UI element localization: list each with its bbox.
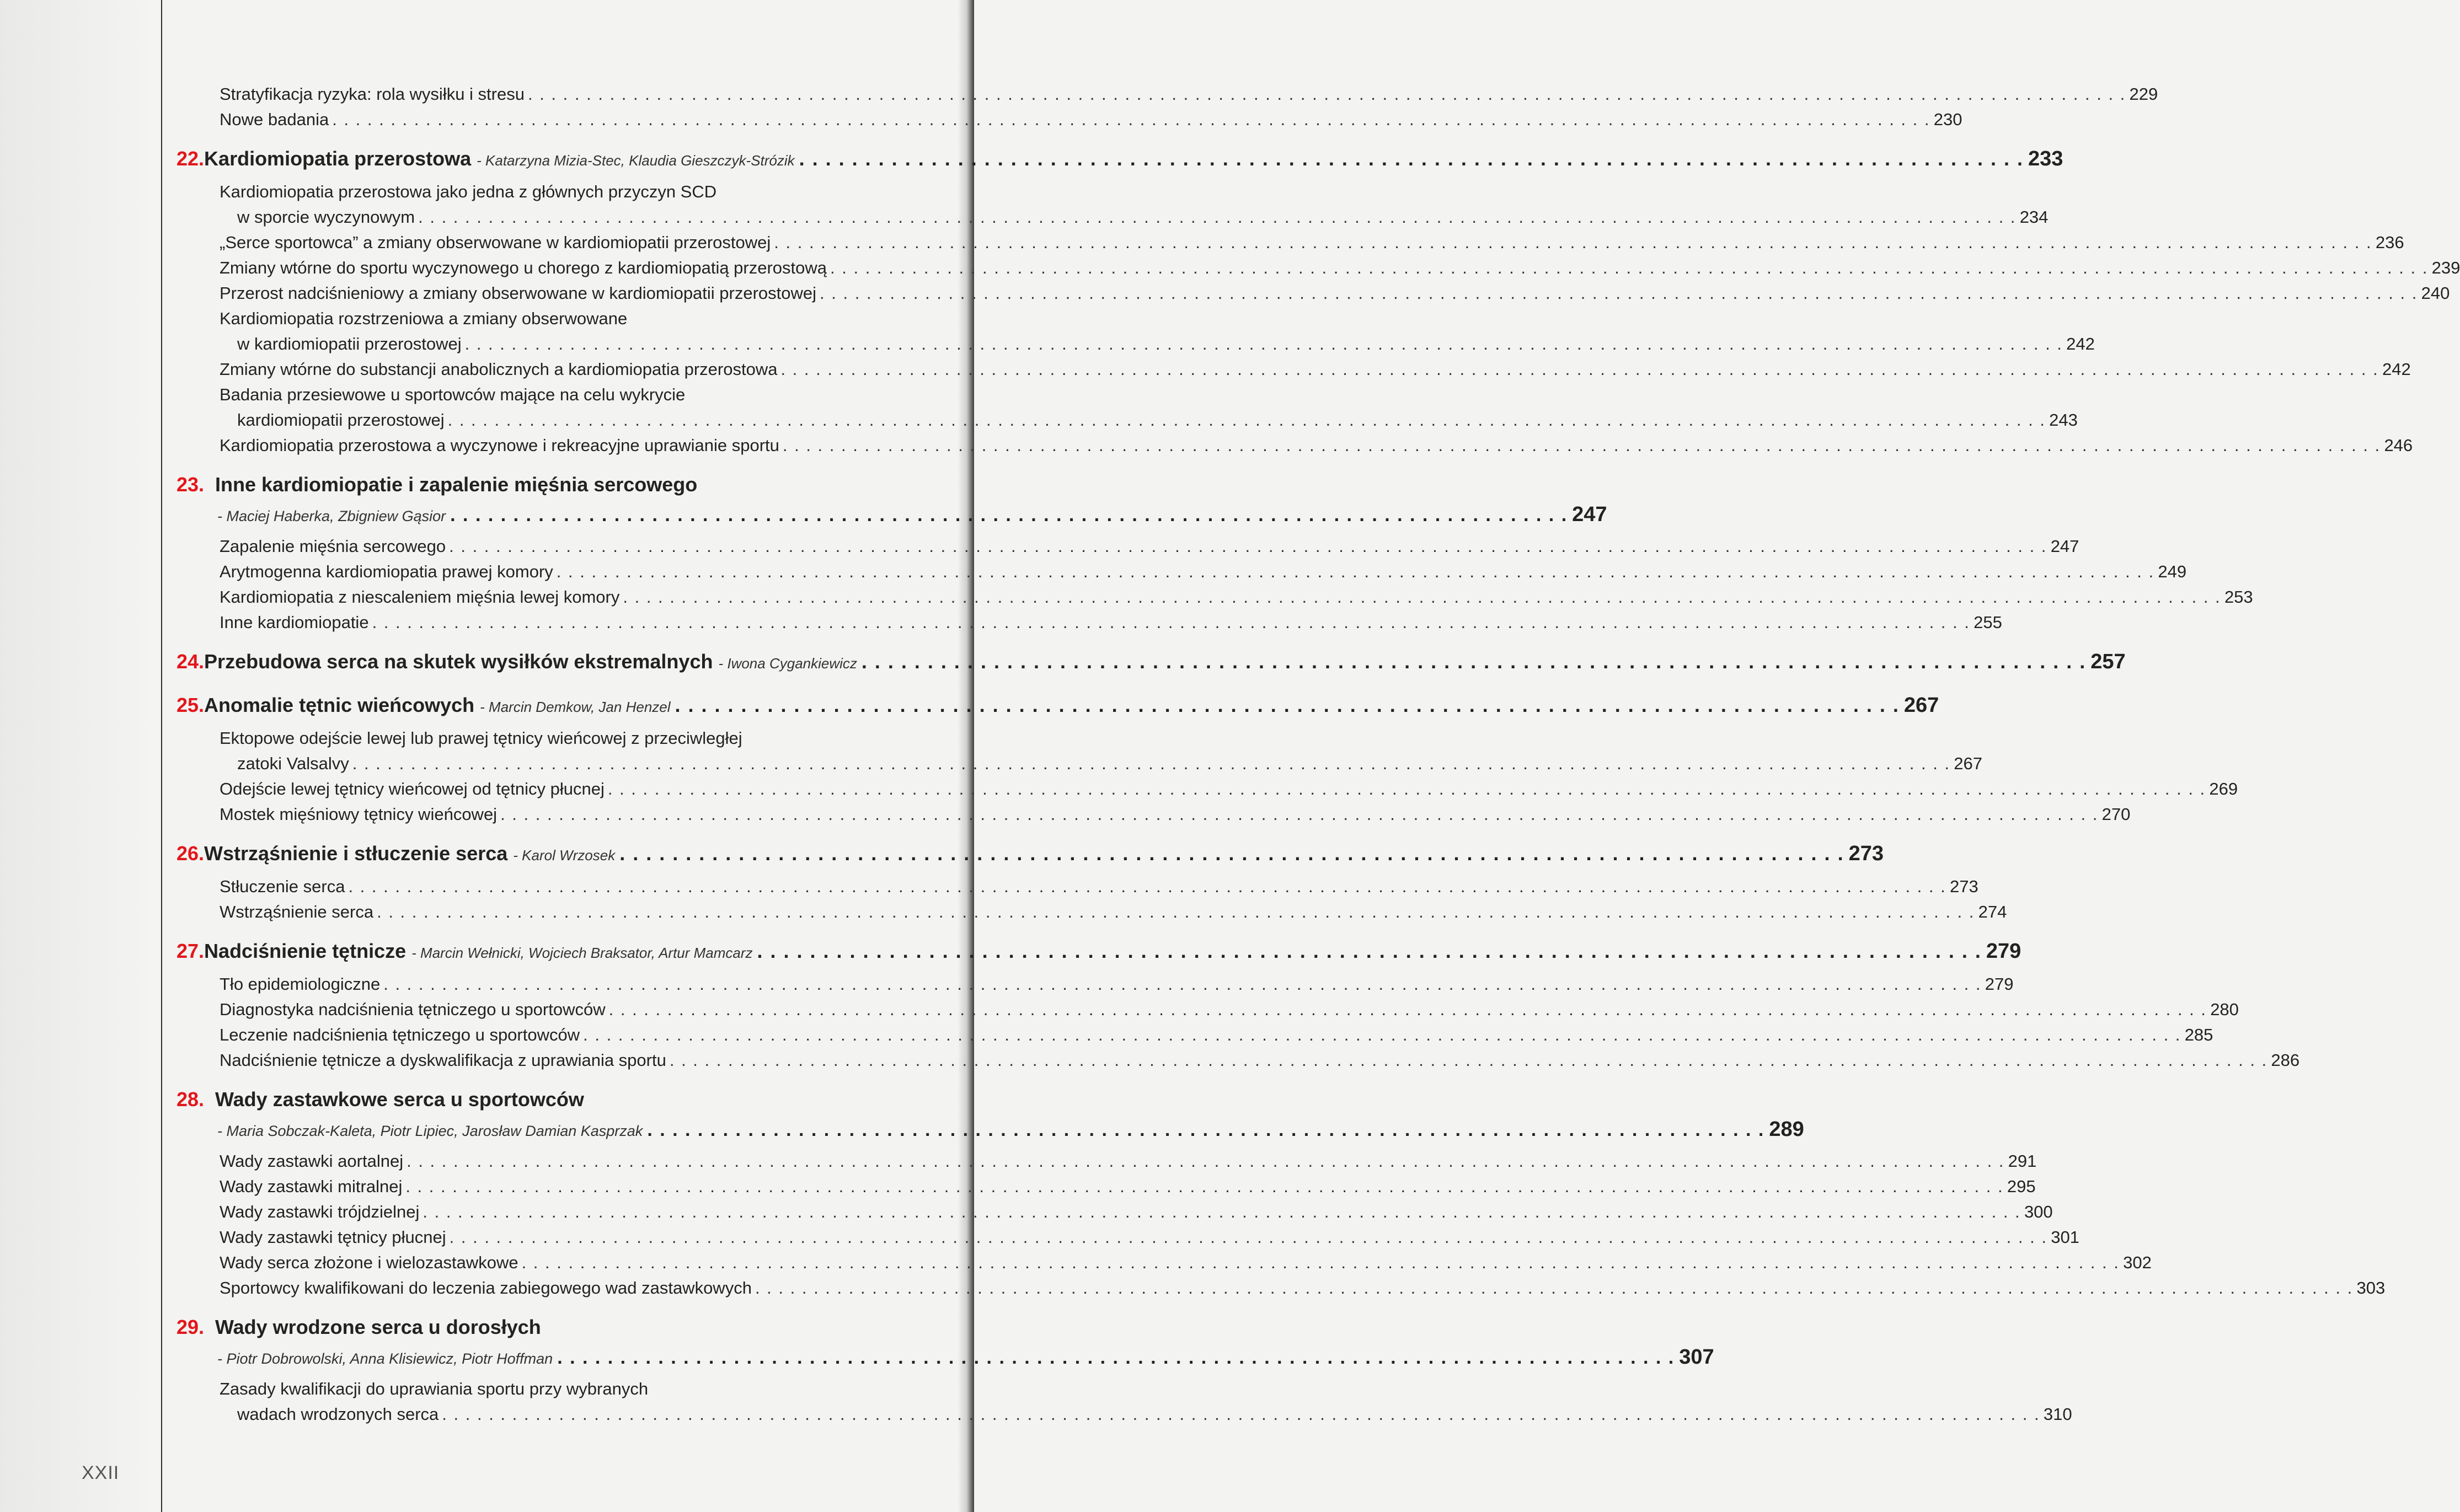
- chapter-number: 27.: [177, 940, 205, 962]
- chapter-25: [177, 690, 2238, 827]
- leader-dots: [450, 1225, 2047, 1250]
- chapter-title: Przebudowa serca na skutek wysiłków ekstremalnych: [204, 650, 713, 673]
- entry-page: 242: [2382, 360, 2411, 379]
- leader-dots: [377, 899, 1975, 925]
- chapter-authors: - Katarzyna Mizia-Stec, Klaudia Gieszczyk-Strózik: [477, 152, 795, 169]
- chapter-title: Inne kardiomiopatie i zapalenie mięśnia sercowego: [215, 473, 698, 496]
- chapter-page: 273: [1848, 842, 1884, 865]
- left-margin: [0, 0, 160, 1512]
- chapter-author-line: [217, 500, 1607, 530]
- leader-dots: [352, 751, 1950, 776]
- entry-page: 274: [1978, 902, 2007, 921]
- toc-entry[interactable]: [220, 230, 2404, 255]
- leader-dots: [647, 1116, 1764, 1144]
- entry-page: 302: [2123, 1253, 2152, 1272]
- chapter-number: 24.: [177, 650, 205, 673]
- toc-entry[interactable]: [220, 357, 2411, 382]
- entry-page: 310: [2043, 1404, 2072, 1424]
- chapter-title: Wady wrodzone serca u dorosłych: [215, 1316, 541, 1338]
- toc-entry[interactable]: [220, 1048, 2300, 1073]
- leader-dots: [583, 1022, 2181, 1048]
- leader-dots: [465, 331, 2063, 357]
- entry-title: Nowe badania: [220, 110, 329, 129]
- leader-dots: [449, 534, 2047, 559]
- toc-entry[interactable]: [220, 82, 2158, 107]
- leader-dots: [407, 1149, 2004, 1174]
- chapter-authors: - Marcin Wełnicki, Wojciech Braksator, Artur Mamcarz: [411, 945, 753, 961]
- entry-title: Wady serca złożone i wielozastawkowe: [220, 1253, 518, 1272]
- toc-entry[interactable]: [220, 382, 2078, 433]
- entry-page: 229: [2129, 84, 2158, 104]
- chapter-heading[interactable]: [177, 1084, 954, 1115]
- entry-title: Inne kardiomiopatie: [220, 613, 369, 632]
- entry-page: 243: [2049, 410, 2078, 430]
- entry-title: Zmiany wtórne do sportu wyczynowego u chorego z kardiomiopatią przerostową: [220, 258, 827, 277]
- entry-title-continued: wadach wrodzonych serca: [237, 1404, 439, 1424]
- leader-dots: [450, 501, 1568, 529]
- chapter-24: [177, 646, 2126, 679]
- chapter-number: 28.: [177, 1088, 205, 1111]
- entry-page: 300: [2024, 1202, 2053, 1221]
- page-fold-line: [161, 0, 162, 1512]
- entry-page: 273: [1950, 877, 1978, 896]
- entry-page: 286: [2271, 1050, 2300, 1070]
- toc-entry[interactable]: [220, 433, 2413, 458]
- leader-dots: [528, 82, 2126, 107]
- chapter-heading[interactable]: [177, 143, 2063, 176]
- entry-page: 239: [2431, 258, 2460, 277]
- chapter-29: [177, 1312, 2072, 1427]
- entry-page: 246: [2384, 436, 2413, 455]
- entry-title: Zapalenie mięśnia sercowego: [220, 537, 446, 556]
- entry-title: Zmiany wtórne do substancji anabolicznych a kardiomiopatia przerostowa: [220, 360, 778, 379]
- toc-entry[interactable]: [220, 585, 2253, 610]
- entry-title-continued: kardiomiopatii przerostowej: [237, 410, 445, 430]
- entry-title: Przerost nadciśnieniowy a zmiany obserwowane w kardiomiopatii przerostowej: [220, 283, 817, 303]
- entry-title: Wady zastawki mitralnej: [220, 1177, 403, 1196]
- leader-dots: [332, 107, 1930, 132]
- toc-entry[interactable]: [220, 1149, 2037, 1174]
- chapter-authors: - Maria Sobczak-Kaleta, Piotr Lipiec, Jarosław Damian Kasprzak: [217, 1123, 643, 1139]
- chapter-number: 29.: [177, 1316, 205, 1338]
- entry-title-continued: w sporcie wyczynowym: [237, 207, 415, 227]
- entry-title: Wady zastawki trójdzielnej: [220, 1202, 420, 1221]
- toc-entry[interactable]: [220, 874, 1978, 899]
- chapter-authors: - Karol Wrzosek: [513, 847, 616, 864]
- entry-title: Mostek mięśniowy tętnicy wieńcowej: [220, 805, 498, 824]
- toc-entry[interactable]: [220, 899, 2007, 925]
- entry-title: Kardiomiopatia przerostowa a wyczynowe i rekreacyjne uprawianie sportu: [220, 436, 779, 455]
- leader-dots: [348, 874, 1946, 899]
- chapter-heading[interactable]: [177, 1312, 954, 1343]
- toc-entry[interactable]: [220, 306, 2095, 357]
- toc-entry[interactable]: [220, 802, 2131, 827]
- leader-dots: [799, 143, 2024, 174]
- entry-title: Nadciśnienie tętnicze a dyskwalifikacja z uprawiania sportu: [220, 1050, 666, 1070]
- entry-page: 253: [2224, 587, 2253, 607]
- entry-page: 230: [1933, 110, 1962, 129]
- entry-title: Odejście lewej tętnicy wieńcowej od tętnicy płucnej: [220, 779, 605, 798]
- chapter-title: Wady zastawkowe serca u sportowców: [215, 1088, 584, 1111]
- leader-dots: [675, 690, 1900, 721]
- toc-entry[interactable]: [220, 776, 2238, 802]
- toc-entry[interactable]: [220, 1275, 2386, 1301]
- chapter-heading[interactable]: [177, 690, 1939, 722]
- chapter-title: Anomalie tętnic wieńcowych: [204, 694, 475, 716]
- table-of-contents: [177, 82, 2460, 1427]
- entry-title: Wady zastawki aortalnej: [220, 1151, 404, 1171]
- leader-dots: [557, 559, 2154, 585]
- page-number: XXII: [82, 1462, 120, 1483]
- toc-entry[interactable]: [220, 610, 2002, 635]
- chapter-page: 267: [1903, 694, 1939, 717]
- toc-entry[interactable]: [220, 281, 2450, 306]
- leader-dots: [609, 997, 2207, 1022]
- entry-title: Kardiomiopatia rozstrzeniowa a zmiany obserwowane: [220, 309, 628, 328]
- entry-title: Tło epidemiologiczne: [220, 974, 381, 994]
- chapter-page: 247: [1572, 503, 1607, 526]
- entry-page: 234: [2019, 207, 2049, 227]
- chapter-28: [177, 1084, 2386, 1301]
- leader-dots: [557, 1343, 1675, 1372]
- entry-title: Badania przesiewowe u sportowców mające na celu wykrycie: [220, 385, 686, 404]
- toc-entry[interactable]: [220, 255, 2460, 281]
- toc-entry[interactable]: [220, 1250, 2152, 1275]
- leader-dots: [780, 357, 2378, 382]
- entry-title: Stłuczenie serca: [220, 877, 345, 896]
- entry-title: Diagnostyka nadciśnienia tętniczego u sportowców: [220, 1000, 606, 1019]
- chapter-title: Nadciśnienie tętnicze: [204, 940, 407, 962]
- chapter-authors: - Marcin Demkow, Jan Henzel: [480, 699, 671, 715]
- leader-dots: [623, 585, 2221, 610]
- leader-dots: [755, 1275, 2353, 1301]
- chapter-page: 233: [2028, 147, 2063, 170]
- leader-dots: [442, 1402, 2040, 1427]
- chapter-number: 22.: [177, 147, 205, 170]
- chapter-22: [177, 143, 2460, 458]
- leader-dots: [619, 838, 1844, 869]
- chapter-26: [177, 838, 2007, 925]
- chapter-page: 307: [1679, 1345, 1714, 1369]
- chapter-23: [177, 469, 2253, 635]
- toc-entry[interactable]: [220, 1225, 2079, 1250]
- leader-dots: [783, 433, 2381, 458]
- leader-dots: [383, 972, 1981, 997]
- leader-dots: [423, 1199, 2020, 1225]
- chapter-authors: - Iwona Cygankiewicz: [718, 655, 857, 672]
- entry-page: 255: [1974, 613, 2002, 632]
- chapter-number: 25.: [177, 694, 205, 716]
- entry-page: 295: [2007, 1177, 2036, 1196]
- entry-page: 267: [1954, 754, 1983, 773]
- leader-dots: [670, 1048, 2268, 1073]
- chapter-authors: - Maciej Haberka, Zbigniew Gąsior: [217, 508, 446, 524]
- leader-dots: [405, 1174, 2003, 1199]
- entry-page: 269: [2209, 779, 2238, 798]
- leader-dots: [372, 610, 1970, 635]
- entry-page: 240: [2421, 283, 2450, 303]
- entry-title: Arytmogenna kardiomiopatia prawej komory: [220, 562, 553, 581]
- toc-entry[interactable]: [220, 534, 2079, 559]
- entry-page: 285: [2184, 1025, 2213, 1044]
- chapter-author-line: [217, 1115, 1804, 1145]
- chapter-heading[interactable]: [177, 469, 954, 500]
- leader-dots: [820, 281, 2418, 306]
- entry-title-continued: zatoki Valsalvy: [237, 754, 349, 773]
- entry-title: Zasady kwalifikacji do uprawiania sportu przy wybranych: [220, 1379, 649, 1398]
- entry-title: Stratyfikacja ryzyka: rola wysiłku i stresu: [220, 84, 525, 104]
- entry-title: Kardiomiopatia przerostowa jako jedna z głównych przyczyn SCD: [220, 182, 717, 201]
- chapter-page: 289: [1769, 1118, 1804, 1141]
- chapter-authors: - Piotr Dobrowolski, Anna Klisiewicz, Piotr Hoffman: [217, 1350, 553, 1367]
- chapter-heading[interactable]: [177, 646, 2126, 679]
- leader-dots: [418, 205, 2016, 230]
- toc-entry[interactable]: [220, 179, 2049, 230]
- toc-entry[interactable]: [220, 1022, 2213, 1048]
- entry-page: 301: [2051, 1227, 2079, 1247]
- entry-page: 270: [2101, 805, 2131, 824]
- chapter-title: Kardiomiopatia przerostowa: [204, 147, 472, 170]
- leader-dots: [448, 408, 2046, 433]
- toc-entry[interactable]: [220, 726, 1983, 776]
- entry-title: Ektopowe odejście lewej lub prawej tętnicy wieńcowej z przeciwległej: [220, 728, 742, 748]
- entry-title: Wstrząśnienie serca: [220, 902, 374, 921]
- leader-dots: [522, 1250, 2120, 1275]
- entry-page: 280: [2210, 1000, 2239, 1019]
- leader-dots: [757, 936, 1982, 967]
- toc-entry[interactable]: [220, 559, 2187, 585]
- entry-title: „Serce sportowca” a zmiany obserwowane w kardiomiopatii przerostowej: [220, 233, 771, 252]
- leader-dots: [774, 230, 2372, 255]
- entry-title: Kardiomiopatia z niescaleniem mięśnia lewej komory: [220, 587, 620, 607]
- leader-dots: [862, 646, 2086, 677]
- entry-title: Sportowcy kwalifikowani do leczenia zabiegowego wad zastawkowych: [220, 1278, 752, 1297]
- entry-page: 249: [2158, 562, 2187, 581]
- chapter-page: 257: [2090, 650, 2126, 673]
- chapter-page: 279: [1986, 940, 2022, 963]
- leader-dots: [830, 255, 2428, 281]
- toc-entry[interactable]: [220, 1376, 2072, 1427]
- entry-title: Wady zastawki tętnicy płucnej: [220, 1227, 446, 1247]
- leader-dots: [608, 776, 2206, 802]
- chapter-author-line: [217, 1343, 1714, 1373]
- toc-entry[interactable]: [220, 1174, 2036, 1199]
- chapter-27: [177, 936, 2300, 1073]
- chapter-number: 26.: [177, 842, 205, 865]
- chapter-heading[interactable]: [177, 936, 2022, 968]
- toc-entry[interactable]: [220, 107, 1962, 132]
- entry-page: 247: [2050, 537, 2079, 556]
- chapter-title: Wstrząśnienie i stłuczenie serca: [204, 842, 508, 865]
- entry-title-continued: w kardiomiopatii przerostowej: [237, 334, 462, 353]
- entry-page: 279: [1985, 974, 2014, 994]
- toc-entry[interactable]: [220, 1199, 2053, 1225]
- chapter-number: 23.: [177, 473, 205, 496]
- toc-entry[interactable]: [220, 972, 2014, 997]
- entry-page: 303: [2356, 1278, 2386, 1297]
- entry-page: 291: [2008, 1151, 2037, 1171]
- leader-dots: [500, 802, 2098, 827]
- entry-title: Leczenie nadciśnienia tętniczego u sportowców: [220, 1025, 580, 1044]
- entry-page: 242: [2066, 334, 2095, 353]
- toc-entry[interactable]: [220, 997, 2239, 1022]
- entry-page: 236: [2375, 233, 2404, 252]
- chapter-heading[interactable]: [177, 838, 1884, 871]
